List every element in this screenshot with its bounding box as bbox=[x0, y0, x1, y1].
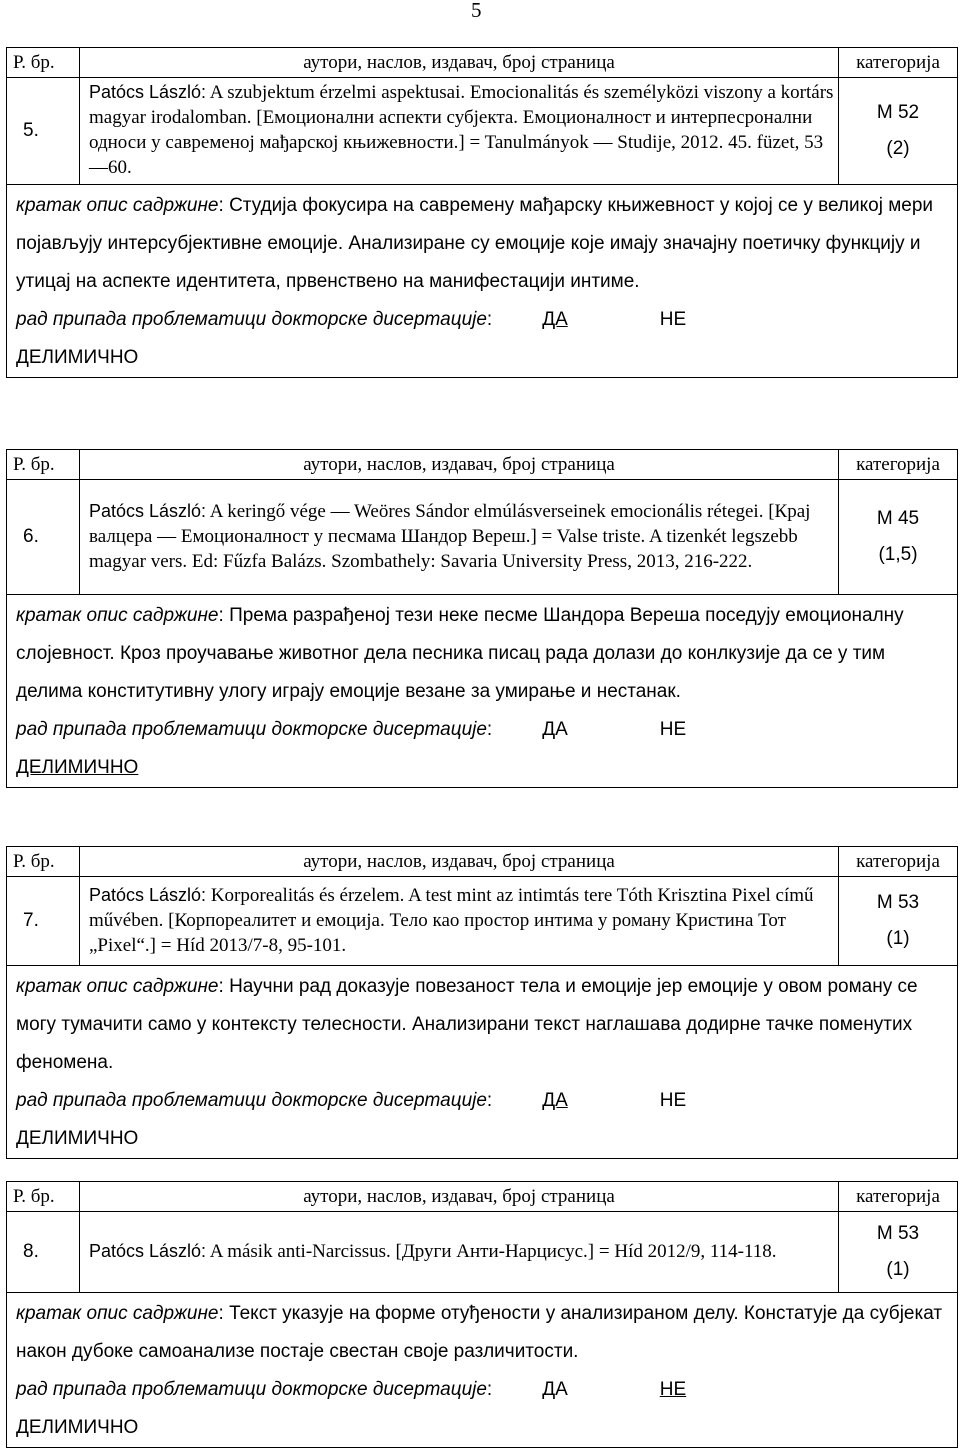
entry-category bbox=[839, 78, 958, 185]
table-row bbox=[7, 1293, 958, 1448]
bibliography-entry bbox=[6, 1181, 957, 1448]
entry-reference bbox=[80, 480, 839, 595]
entry-number: 5. bbox=[7, 78, 80, 185]
entry-description: кратак опис садржине: Студија фокусира на савремену мађарску књижевност у којој се у великој мери појављују интерсубјективне емоције. Анализиране су емоције које имају значајну поетичку функцију и утицај на аспекте идентитета, првенствено на манифестацији интиме. рад припада проблематици докторске дисертације: ДА НЕ ДЕЛИМИЧНО bbox=[7, 185, 958, 378]
summary-label: кратак опис садржине bbox=[16, 1303, 219, 1324]
entry-reference bbox=[80, 1212, 839, 1293]
entry-author: Patócs László: bbox=[89, 1240, 207, 1261]
entry-author: Patócs László: bbox=[89, 500, 207, 521]
summary-label: кратак опис садржине bbox=[16, 195, 219, 216]
header-number: Р. бр. bbox=[7, 847, 80, 877]
header-category: категорија bbox=[839, 450, 958, 480]
entry-author: Patócs László: bbox=[89, 82, 207, 102]
header-number: Р. бр. bbox=[7, 1182, 80, 1212]
bibliography-entry bbox=[6, 47, 957, 378]
category-code: М 52 bbox=[876, 102, 920, 123]
option-no: НЕ bbox=[659, 1090, 687, 1111]
table-header bbox=[7, 450, 958, 480]
entry-citation: Korporealitás és érzelem. A test mint az intimtás tere Tóth Krisztina Pixel című művében. [Корпореалитет и емоција. Тело као простор интима у роману Кристина Тот „Pixel“.] = Híd 2013/7-8, 95-101. bbox=[89, 884, 814, 956]
category-points: (2) bbox=[886, 138, 910, 159]
header-title: аутори, наслов, издавач, број страница bbox=[80, 48, 839, 78]
option-yes: ДА bbox=[542, 719, 568, 740]
header-category: категорија bbox=[839, 1182, 958, 1212]
entry-table bbox=[6, 47, 958, 378]
entry-author: Patócs László: bbox=[89, 884, 207, 905]
summary-text: Текст указује на форме отуђености у анализираном делу. Констатује да субјекат након дубоке самоанализе постаје свестан своје различитости. bbox=[16, 1303, 943, 1362]
entry-number: 6. bbox=[7, 480, 80, 595]
entry-category bbox=[839, 480, 958, 595]
header-category: категорија bbox=[839, 48, 958, 78]
header-number: Р. бр. bbox=[7, 450, 80, 480]
header-category: категорија bbox=[839, 847, 958, 877]
entry-description: кратак опис садржине: Текст указује на форме отуђености у анализираном делу. Констатује да субјекат након дубоке самоанализе постаје свестан своје различитости. рад припада проблематици докторске дисертације: ДА НЕ ДЕЛИМИЧНО bbox=[7, 1293, 958, 1448]
category-code: М 53 bbox=[876, 1223, 920, 1244]
summary-label: кратак опис садржине bbox=[16, 976, 219, 997]
header-title: аутори, наслов, издавач, број страница bbox=[80, 847, 839, 877]
table-row bbox=[7, 78, 958, 185]
table-header bbox=[7, 847, 958, 877]
option-no: НЕ bbox=[659, 719, 687, 740]
table-header bbox=[7, 1182, 958, 1212]
option-yes: ДА bbox=[542, 1379, 568, 1400]
entry-description: кратак опис садржине: Према разрађеној тези неке песме Шандора Вереша поседују емоционалну слојевност. Кроз проучавање животног дела песника писац рада долази до конлкузије да се у тим делима конститутивну улогу играју емоције везане за умирање и нестанак. рад припада проблематици докторске дисертације: ДА НЕ ДЕЛИМИЧНО bbox=[7, 595, 958, 788]
summary-label: кратак опис садржине bbox=[16, 605, 219, 626]
category-points: (1,5) bbox=[878, 544, 918, 565]
summary-text: Научни рад доказује повезаност тела и емоције јер емоције у овом роману се могу тумачити само у контексту телесности. Анализирани текст наглашава додирне тачке поменутих феномена. bbox=[16, 976, 918, 1073]
entry-category bbox=[839, 1212, 958, 1293]
category-points: (1) bbox=[886, 1259, 910, 1280]
summary-text: Студија фокусира на савремену мађарску књижевност у којој се у великој мери појављују интерсубјективне емоције. Анализиране су емоције које имају значајну поетичку функцију и утицај на аспекте идентитета, првенствено на манифестацији интиме. bbox=[16, 195, 934, 292]
entry-citation: A keringő vége — Weöres Sándor elmúlásverseinek emocionális rétegei. [Крај валцера — Емоционалност у песмама Шандор Вереш.] = Valse triste. A tizenkét legszebb magyar vers. Ed: Fűzfa Balázs. Szombathely: Savaria University Press, 2013, 216-222. bbox=[89, 500, 811, 572]
table-header bbox=[7, 48, 958, 78]
entry-number: 7. bbox=[7, 877, 80, 966]
entry-table bbox=[6, 1181, 958, 1448]
option-yes: ДА bbox=[542, 309, 568, 330]
option-partial: ДЕЛИМИЧНО bbox=[16, 757, 139, 778]
dissertation-label: рад припада проблематици докторске дисертације bbox=[16, 1379, 487, 1400]
table-row bbox=[7, 966, 958, 1159]
entry-citation: A másik anti-Narcissus. [Други Анти-Нарцисус.] = Híd 2012/9, 114-118. bbox=[209, 1240, 777, 1262]
page-number: 5 bbox=[471, 0, 482, 22]
entry-table bbox=[6, 846, 958, 1159]
table-row bbox=[7, 595, 958, 788]
entry-reference bbox=[80, 78, 839, 185]
entry-description: кратак опис садржине: Научни рад доказује повезаност тела и емоције јер емоције у овом роману се могу тумачити само у контексту телесности. Анализирани текст наглашава додирне тачке поменутих феномена. рад припада проблематици докторске дисертације: ДА НЕ ДЕЛИМИЧНО bbox=[7, 966, 958, 1159]
entry-table bbox=[6, 449, 958, 788]
entry-category bbox=[839, 877, 958, 966]
dissertation-label: рад припада проблематици докторске дисертације bbox=[16, 309, 487, 330]
table-row bbox=[7, 1212, 958, 1293]
option-yes: ДА bbox=[542, 1090, 568, 1111]
table-row bbox=[7, 480, 958, 595]
dissertation-label: рад припада проблематици докторске дисертације bbox=[16, 719, 487, 740]
entry-reference bbox=[80, 877, 839, 966]
category-code: М 53 bbox=[876, 892, 920, 913]
option-no: НЕ bbox=[659, 1379, 687, 1400]
header-title: аутори, наслов, издавач, број страница bbox=[80, 450, 839, 480]
bibliography-entry bbox=[6, 449, 957, 788]
entry-number: 8. bbox=[7, 1212, 80, 1293]
table-row bbox=[7, 185, 958, 378]
header-title: аутори, наслов, издавач, број страница bbox=[80, 1182, 839, 1212]
option-partial: ДЕЛИМИЧНО bbox=[16, 347, 139, 368]
bibliography-entry bbox=[6, 846, 957, 1159]
header-number: Р. бр. bbox=[7, 48, 80, 78]
option-partial: ДЕЛИМИЧНО bbox=[16, 1128, 139, 1149]
option-partial: ДЕЛИМИЧНО bbox=[16, 1417, 139, 1438]
option-no: НЕ bbox=[659, 309, 687, 330]
category-points: (1) bbox=[886, 928, 910, 949]
table-row bbox=[7, 877, 958, 966]
entry-citation: A szubjektum érzelmi aspektusai. Emocionalitás és személyközi viszony a kortárs magyar irodalomban. [Емоционални аспекти субјекта. Емоционалност и интерпесронални односи у савременој мађарској књижевности.] = Tanulmányok — Studije, 2012. 45. füzet, 53—60. bbox=[89, 82, 834, 178]
category-code: М 45 bbox=[876, 508, 920, 529]
dissertation-label: рад припада проблематици докторске дисертације bbox=[16, 1090, 487, 1111]
summary-text: Према разрађеној тези неке песме Шандора Вереша поседују емоционалну слојевност. Кроз проучавање животног дела песника писац рада долази до конлкузије да се у тим делима конститутивну улогу играју емоције везане за умирање и нестанак. bbox=[16, 605, 904, 702]
